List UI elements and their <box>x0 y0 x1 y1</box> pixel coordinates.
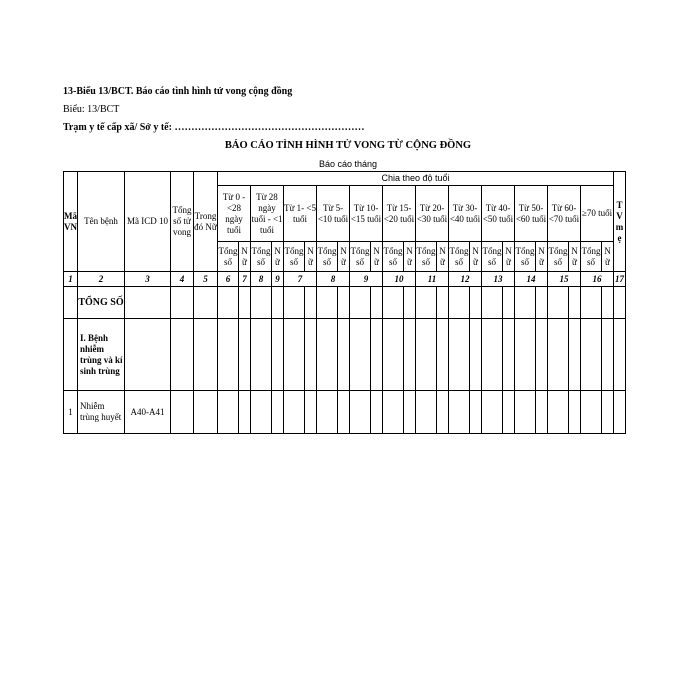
column-number: 4 <box>171 272 194 287</box>
header-tv-me: T V m ẹ <box>614 172 626 272</box>
form-title: 13-Biểu 13/BCT. Báo cáo tình hình tử vong cộng đồng <box>63 86 293 97</box>
subheader-total: Tổng số <box>548 242 569 272</box>
table-row <box>64 287 626 319</box>
column-number: 14 <box>515 272 548 287</box>
age-group-header: Từ 10- <15 tuổi <box>350 186 383 242</box>
column-number: 10 <box>383 272 416 287</box>
mortality-report-table <box>63 171 626 434</box>
column-number: 13 <box>482 272 515 287</box>
subheader-total: Tổng số <box>416 242 437 272</box>
row-disease-name: TỔNG SỐ <box>78 287 125 319</box>
subheader-total: Tổng số <box>251 242 272 272</box>
header-ten-benh: Tên bệnh <box>78 172 125 272</box>
row-icd <box>125 287 171 319</box>
header-trong-do-nu: Trong đó Nữ <box>194 172 218 272</box>
table-row <box>64 319 626 391</box>
age-group-header: Từ 15- <20 tuổi <box>383 186 416 242</box>
column-number: 16 <box>581 272 614 287</box>
header-chia-theo-do-tuoi: Chia theo độ tuổi <box>218 172 614 186</box>
column-number: 8 <box>251 272 272 287</box>
row-stt <box>64 319 78 391</box>
row-disease-name: I. Bệnh nhiễm trùng và kí sinh trùng <box>78 319 125 391</box>
subheader-female: Nữ <box>602 242 614 272</box>
row-stt <box>64 287 78 319</box>
column-number: 1 <box>64 272 78 287</box>
column-number: 9 <box>350 272 383 287</box>
subheader-total: Tổng số <box>317 242 338 272</box>
report-subtitle: Báo cáo tháng <box>318 159 378 169</box>
age-group-header: Từ 0 - <28 ngày tuổi <box>218 186 251 242</box>
age-group-header: Từ 28 ngày tuổi - <1 tuổi <box>251 186 284 242</box>
column-number: 11 <box>416 272 449 287</box>
station-line: Trạm y tế cấp xã/ Sở y tế: ………………………………………………… <box>63 122 365 133</box>
row-icd: A40-A41 <box>125 391 171 434</box>
age-group-header: Từ 60- <70 tuổi <box>548 186 581 242</box>
subheader-total: Tổng số <box>449 242 470 272</box>
column-number: 7 <box>239 272 251 287</box>
report-title: BÁO CÁO TÌNH HÌNH TỬ VONG TỪ CỘNG ĐỒNG <box>224 140 472 151</box>
subheader-total: Tổng số <box>482 242 503 272</box>
subheader-female: Nữ <box>371 242 383 272</box>
table-row <box>64 391 626 434</box>
subheader-female: Nữ <box>239 242 251 272</box>
column-number: 7 <box>284 272 317 287</box>
header-ma-vn: Mã VN <box>64 172 78 272</box>
subheader-female: Nữ <box>404 242 416 272</box>
subheader-female: Nữ <box>272 242 284 272</box>
column-number: 2 <box>78 272 125 287</box>
subheader-female: Nữ <box>338 242 350 272</box>
header-tong-so-tu-vong: Tổng số tử vong <box>171 172 194 272</box>
subheader-female: Nữ <box>437 242 449 272</box>
header-ma-icd: Mã ICD 10 <box>125 172 171 272</box>
column-number: 8 <box>317 272 350 287</box>
column-number: 5 <box>194 272 218 287</box>
form-code: Biểu: 13/BCT <box>63 104 120 115</box>
subheader-total: Tổng số <box>284 242 305 272</box>
subheader-total: Tổng số <box>581 242 602 272</box>
age-group-header: Từ 30- <40 tuổi <box>449 186 482 242</box>
column-number: 3 <box>125 272 171 287</box>
subheader-female: Nữ <box>305 242 317 272</box>
age-group-header: Từ 5- <10 tuổi <box>317 186 350 242</box>
subheader-total: Tổng số <box>515 242 536 272</box>
subheader-total: Tổng số <box>383 242 404 272</box>
row-icd <box>125 319 171 391</box>
column-number: 6 <box>218 272 239 287</box>
column-number: 9 <box>272 272 284 287</box>
column-number: 12 <box>449 272 482 287</box>
column-number: 17 <box>614 272 626 287</box>
age-group-header: Từ 50- <60 tuổi <box>515 186 548 242</box>
age-group-header: Từ 1- <5 tuổi <box>284 186 317 242</box>
age-group-header: Từ 40- <50 tuổi <box>482 186 515 242</box>
age-group-header: Từ 20- <30 tuổi <box>416 186 449 242</box>
subheader-female: Nữ <box>470 242 482 272</box>
age-group-header: ≥70 tuổi <box>581 186 614 242</box>
subheader-female: Nữ <box>569 242 581 272</box>
subheader-total: Tổng số <box>350 242 371 272</box>
subheader-female: Nữ <box>536 242 548 272</box>
subheader-total: Tổng số <box>218 242 239 272</box>
column-number: 15 <box>548 272 581 287</box>
row-stt: 1 <box>64 391 78 434</box>
row-disease-name: Nhiễm trùng huyết <box>78 391 125 434</box>
subheader-female: Nữ <box>503 242 515 272</box>
